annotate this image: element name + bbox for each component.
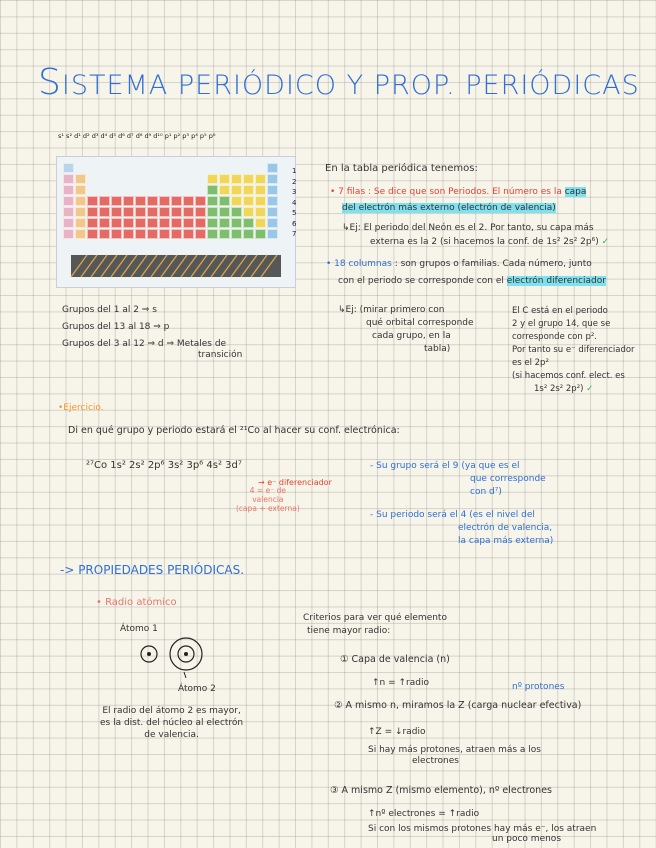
note-groups-s: Grupos del 1 al 2 ⇒ s bbox=[62, 305, 157, 315]
example-c-1: ↳Ej: (mirar primero con bbox=[338, 305, 445, 315]
section-heading: -> PROPIEDADES PERIÓDICAS. bbox=[60, 563, 245, 577]
radio-atomico-label: • Radio atómico bbox=[96, 597, 177, 608]
period-numbers: 1 2 3 4 5 6 7 bbox=[292, 167, 297, 238]
periodic-table-body bbox=[56, 156, 296, 288]
title-part-2: PROP. PERIÓDICAS bbox=[373, 70, 640, 101]
criterio-1-rule: ↑n = ↑radio bbox=[372, 678, 429, 688]
exercise-question: Di en qué grupo y periodo estará el ²¹Co al hacer su conf. electrónica: bbox=[68, 425, 400, 436]
note-groups-d: Grupos del 3 al 12 ⇒ d ⇒ Metales de bbox=[62, 339, 227, 349]
atomo-2-label: Átomo 2 bbox=[178, 684, 216, 694]
note-transicion: transición bbox=[198, 350, 243, 360]
exercise-answer-period: - Su periodo será el 4 (es el nivel del electrón de valencia, la capa más externa) bbox=[370, 510, 554, 546]
nprotones-note: nº protones bbox=[512, 682, 565, 692]
orbital-labels: s¹ s² d¹ d² d³ d⁴ d⁵ d⁶ d⁷ d⁸ d⁹ d¹⁰ p¹ p² p³ p⁴ p⁵ p⁶ bbox=[58, 132, 216, 140]
criterio-1: ① Capa de valencia (n) bbox=[340, 654, 450, 665]
atom-caption: El radio del átomo 2 es mayor, es la dist. del núcleo al electrón de valencia. bbox=[100, 706, 244, 740]
title-initial: S bbox=[38, 62, 62, 103]
example-neon-2: externa es la 2 (si hacemos la conf. de 1s² 2s² 2p⁶) ✓ bbox=[370, 237, 610, 247]
criterio-3-rule: ↑nº electrones = ↑radio bbox=[368, 809, 480, 819]
exercise-config: ²⁷Co 1s² 2s² 2p⁶ 3s² 3p⁶ 4s² 3d⁷ bbox=[86, 460, 242, 471]
example-c-2: qué orbital corresponde bbox=[366, 318, 474, 328]
example-c-3: cada grupo, en la bbox=[372, 331, 451, 341]
exercise-answer-group: - Su grupo será el 9 (ya que es el que corresponde con d⁷) bbox=[370, 461, 546, 497]
atom-diagram bbox=[132, 636, 212, 686]
exercise-valence-note: 4 = e⁻ de valencia (capa + externa) bbox=[236, 486, 300, 513]
note-groups-p: Grupos del 13 al 18 ⇒ p bbox=[62, 322, 170, 332]
criterio-3-explain: Si con los mismos protones hay más e⁻, los atraen un poco menos bbox=[368, 824, 597, 844]
exercise-diff-electron: → e⁻ diferenciador bbox=[258, 478, 332, 487]
scribble-overlay bbox=[57, 157, 295, 287]
bullet-columnas-line2: con el periodo se corresponde con el electrón diferenciador bbox=[338, 276, 606, 286]
criterios-intro: Criterios para ver qué elemento tiene mayor radio: bbox=[303, 613, 447, 636]
example-c-4: tabla) bbox=[424, 344, 451, 354]
atomo-1-label: Átomo 1 bbox=[120, 624, 158, 634]
title-part-1: ISTEMA PERIÓDICO bbox=[61, 70, 347, 101]
bullet-columnas: • 18 columnas : son grupos o familias. Cada número, junto bbox=[326, 259, 592, 269]
example-neon-1: ↳Ej: El periodo del Neón es el 2. Por tanto, su capa más bbox=[342, 223, 594, 233]
page-title bbox=[38, 62, 640, 103]
intro-text: En la tabla periódica tenemos: bbox=[325, 163, 478, 174]
criterio-2-explain: Si hay más protones, atraen más a los electrones bbox=[368, 745, 541, 766]
bullet-filas-line2: del electrón más externo (electrón de valencia) bbox=[342, 203, 556, 213]
bullet-filas: • 7 filas : Se dice que son Periodos. El número es la capa bbox=[330, 187, 587, 197]
title-part-y: Y bbox=[346, 70, 374, 101]
criterio-3: ③ A mismo Z (mismo elemento), nº electrones bbox=[330, 785, 552, 796]
periodic-table-image bbox=[56, 132, 297, 292]
criterio-2: ② A mismo n, miramos la Z (carga nuclear efectiva) bbox=[334, 700, 582, 711]
example-c-side: El C está en el periodo 2 y el grupo 14, que se corresponde con p². Por tanto su e⁻ diferenciador es el 2p² (si hacemos conf. elect. es 1s² 2s² 2p²) ✓ bbox=[512, 306, 635, 394]
exercise-label: •Ejercicio. bbox=[58, 403, 104, 413]
criterio-2-rule: ↑Z = ↓radio bbox=[368, 727, 426, 737]
